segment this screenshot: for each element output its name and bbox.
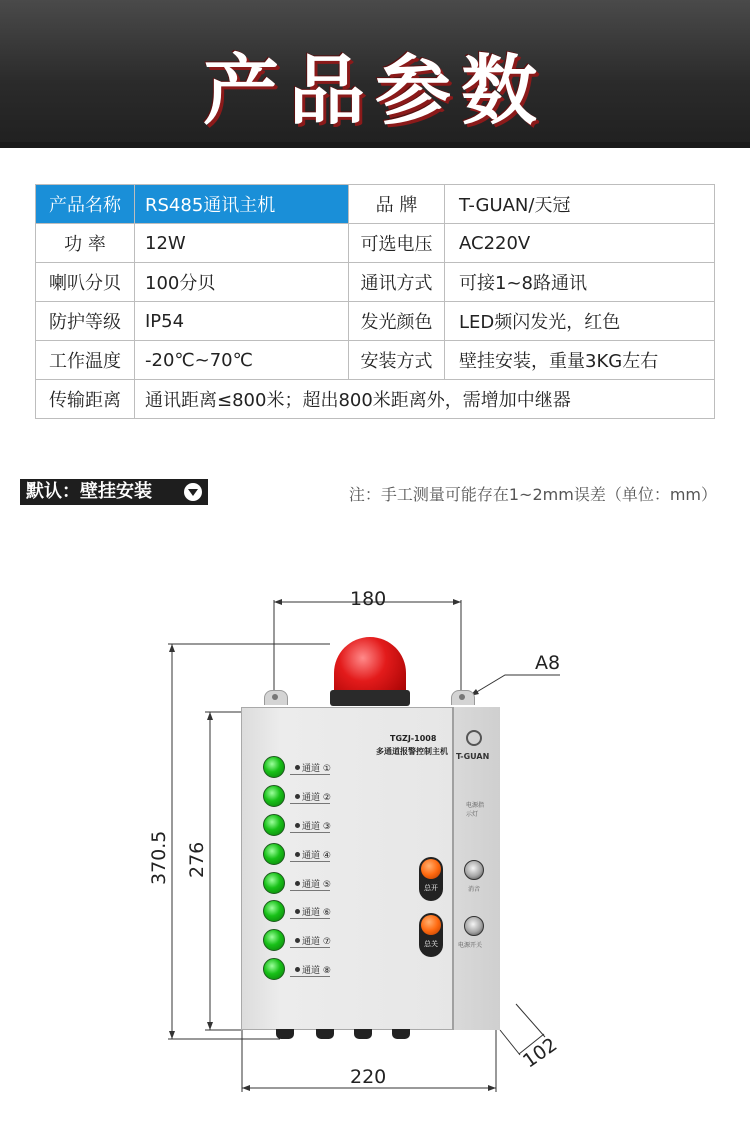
spec-label: 品 牌 xyxy=(349,185,445,224)
spec-label: 可选电压 xyxy=(349,224,445,263)
master-open-label: 总开 xyxy=(424,884,438,892)
spec-label: 发光颜色 xyxy=(349,302,445,341)
brand-name: T-GUAN xyxy=(456,752,490,761)
mount-tag-label: 默认：壁挂安装 xyxy=(26,481,152,502)
spec-value: 通讯距离≤800米；超出800米距离外，需增加中继器 xyxy=(135,380,715,419)
channel-label: 通道 ⑤ xyxy=(302,877,331,890)
cable-gland-icon xyxy=(354,1029,372,1039)
lamp-base xyxy=(330,690,410,706)
spec-value: LED频闪发光，红色 xyxy=(445,302,715,341)
master-close-button[interactable] xyxy=(419,913,443,957)
channel-button-icon[interactable] xyxy=(263,814,285,836)
spec-label: 通讯方式 xyxy=(349,263,445,302)
channel-led-icon xyxy=(295,938,300,943)
spec-label: 功 率 xyxy=(36,224,135,263)
channel-button-icon[interactable] xyxy=(263,929,285,951)
button-cap-icon xyxy=(421,915,441,935)
spec-value: IP54 xyxy=(135,302,349,341)
channel-label: 通道 ③ xyxy=(302,819,331,832)
dim-box-height: 276 xyxy=(186,841,208,878)
channel-label: 通道 ⑦ xyxy=(302,934,331,947)
dim-depth: 102 xyxy=(518,1033,562,1073)
channel-button-icon[interactable] xyxy=(263,872,285,894)
spec-label: 防护等级 xyxy=(36,302,135,341)
dim-top-width: 180 xyxy=(350,588,387,610)
channel-label: 通道 ② xyxy=(302,790,331,803)
spec-label: 工作温度 xyxy=(36,341,135,380)
channel-label: 通道 ④ xyxy=(302,848,331,861)
power-switch[interactable] xyxy=(464,916,484,936)
cable-gland-icon xyxy=(392,1029,410,1039)
spec-value: 12W xyxy=(135,224,349,263)
mounting-ear xyxy=(451,690,475,705)
channel-led-icon xyxy=(295,852,300,857)
dim-width: 220 xyxy=(350,1066,387,1088)
channel-led-icon xyxy=(295,794,300,799)
spec-value: 100分贝 xyxy=(135,263,349,302)
cable-gland-icon xyxy=(316,1029,334,1039)
channel-button-icon[interactable] xyxy=(263,900,285,922)
model-number: TGZJ-1008 xyxy=(390,734,437,743)
brand-logo-icon xyxy=(466,730,482,746)
spec-value: -20℃~70℃ xyxy=(135,341,349,380)
channel-led-icon xyxy=(295,765,300,770)
channel-label: 通道 ⑧ xyxy=(302,963,331,976)
channel-button-icon[interactable] xyxy=(263,843,285,865)
channel-button-icon[interactable] xyxy=(263,785,285,807)
spec-value: 壁挂安装，重量3KG左右 xyxy=(445,341,715,380)
button-cap-icon xyxy=(421,859,441,879)
spec-label: 喇叭分贝 xyxy=(36,263,135,302)
dim-screw: A8 xyxy=(535,652,561,674)
channel-led-icon xyxy=(295,967,300,972)
spec-value: T-GUAN/天冠 xyxy=(445,185,715,224)
spec-label: 安装方式 xyxy=(349,341,445,380)
spec-value: RS485通讯主机 xyxy=(135,185,349,224)
channel-led-icon xyxy=(295,909,300,914)
device-name: 多通道报警控制主机 xyxy=(376,747,448,756)
banner-title: 产品参数 xyxy=(203,46,547,135)
spec-value: AC220V xyxy=(445,224,715,263)
channel-led-icon xyxy=(295,881,300,886)
channel-label: 通道 ① xyxy=(302,761,331,774)
channel-button-icon[interactable] xyxy=(263,958,285,980)
channel-button-icon[interactable] xyxy=(263,756,285,778)
mute-label: 消音 xyxy=(468,886,481,893)
cable-gland-icon xyxy=(276,1029,294,1039)
mute-switch[interactable] xyxy=(464,860,484,880)
master-close-label: 总关 xyxy=(424,940,438,948)
spec-value: 可接1~8路通讯 xyxy=(445,263,715,302)
spec-label: 传输距离 xyxy=(36,380,135,419)
channel-label: 通道 ⑥ xyxy=(302,905,331,918)
measurement-note: 注：手工测量可能存在1~2mm误差（单位：mm） xyxy=(348,485,717,504)
master-open-button[interactable] xyxy=(419,857,443,901)
dim-total-height: 370.5 xyxy=(148,830,170,885)
power-label: 电源开关 xyxy=(458,942,483,949)
indicator-label: 电源指示灯 xyxy=(466,802,485,818)
mounting-ear xyxy=(264,690,288,705)
spec-label: 产品名称 xyxy=(36,185,135,224)
channel-led-icon xyxy=(295,823,300,828)
